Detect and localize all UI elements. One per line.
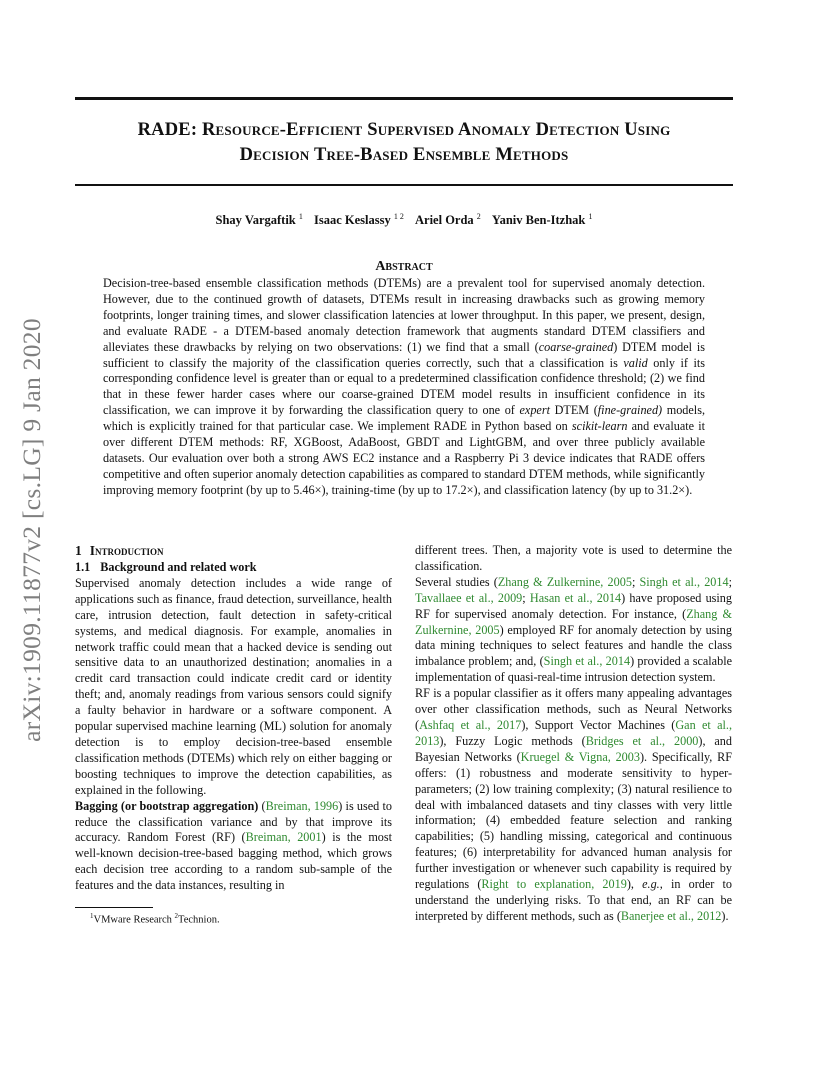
citation-link[interactable]: Tavallaee et al., 2009 xyxy=(415,590,523,605)
text-emphasis: e.g., xyxy=(642,877,663,892)
paragraph xyxy=(415,686,732,925)
author-name: Shay Vargaftik xyxy=(215,213,296,228)
citation-link[interactable]: Singh et al., 2014 xyxy=(639,574,729,589)
abstract-segment: DTEM ( xyxy=(549,403,598,418)
title-top-rule xyxy=(75,97,733,100)
text-segment: ) employed RF for anomaly detection by using data mining techniques to select features and handle the class imbalance problem; and, ( xyxy=(415,622,732,669)
footnote-marker: 1 xyxy=(90,912,94,920)
title-bottom-rule xyxy=(75,184,733,186)
paper-title-line-2: Decision Tree-Based Ensemble Methods xyxy=(239,145,569,165)
paper-title-line-1: RADE: Resource-Efficient Supervised Anomaly Detection Using xyxy=(137,120,671,140)
author-affiliation: 1 xyxy=(298,212,303,221)
text-segment: ) provided a scalable implementation of quasi-real-time intrusion detection system. xyxy=(415,654,732,685)
abstract-segment: and evaluate it over different DTEM methods: RF, XGBoost, AdaBoost, GBDT and LightGBM, and over three publicly available datasets. Our evaluation over both a strong AWS EC2 instance and a Raspberry Pi 3 device indicates that RADE offers competitive and often superior anomaly detection capabilities as compared to standard DTEM methods, while significantly improving memory footprint (by up to 5.46×), training-time (by up to 17.2×), and classification latency (by up to 31.2×). xyxy=(103,419,705,497)
author xyxy=(216,213,303,227)
abstract-emphasis: fine-grained) xyxy=(597,403,663,418)
author-affiliation: 1 xyxy=(588,212,593,221)
paragraph: Bagging (or bootstrap aggregation) (Breiman, 1996) is used to reduce the classification variance and by that improve its accuracy. Random Forest (RF) (Breiman, 2001) is the most well-known decision-tree-based bagging method, which grows each decision tree according to a random sub-sample of the features and the data instances, resulting in xyxy=(75,798,393,893)
section-number: 1 xyxy=(75,543,82,558)
footnote-text: Technion. xyxy=(178,914,220,926)
abstract-text xyxy=(103,276,705,499)
arxiv-identifier-text: arXiv:1909.11877v2 [cs.LG] 9 Jan 2020 xyxy=(17,318,47,742)
author-list xyxy=(75,212,733,228)
text-segment: Several studies ( xyxy=(415,574,498,589)
right-column xyxy=(415,543,732,925)
text-segment: ) is the most well-known decision-tree-based bagging method, which grows each decision tree according to a random sub-sample of the features and the data instances, resulting in xyxy=(75,830,393,893)
abstract-segment: Decision-tree-based ensemble classification methods (DTEMs) are a prevalent tool for supervised anomaly detection. However, due to the continued growth of datasets, DTEMs result in increasing drawbacks such as growing memory footprints, longer training times, and slower classification latencies at lower throughput. In this paper, we present, design, and evaluate RADE - a DTEM-based anomaly detection framework that augments standard DTEM classifiers and alleviates these drawbacks by relying on two observations: (1) we find that a small ( xyxy=(103,276,705,354)
citation-link[interactable]: Gan et al., 2013 xyxy=(415,717,733,748)
paragraph: Supervised anomaly detection includes a wide range of applications such as finance, fraud detection, surveillance, health care, intrusion detection, fault detection in safety-critical systems, and medical diagnosis. For example, anomalies in network traffic could mean that a hacked device is sending out sensitive data to an unauthorized destination; anomalies in a credit card transaction could indicate credit card or identity theft; and, anomaly readings from various sensors could signify a faulty behavior in hardware or a software component. A popular supervised machine learning (ML) solution for anomaly detection is to employ decision-tree-based ensemble classification methods (DTEMs) which rely on either bagging or boosting techniques to improve the detection capabilities, as explained in the following. xyxy=(75,575,392,797)
subsection-heading xyxy=(75,560,392,576)
footnote xyxy=(90,912,220,926)
left-column xyxy=(75,543,392,894)
abstract-segment: ) DTEM model is sufficient to classify the majority of the classification queries correctly, such that a classification is xyxy=(103,339,705,370)
text-segment: ). Specifically, RF offers: (1) robustness and moderate sensitivity to hyper-parameters; (2) low training complexity; (3) natural resilience to deal with imbalanced datasets and tiny classes with very little information; (4) embedded feature selection and ranking capabilities; (5) handling missing, categorical and continuous features; (6) interpretability for advanced human analysis for further investigation or whenever such capability is required by regulations ( xyxy=(415,749,732,892)
abstract-segment: models, which is explicitly trained for that particular case. We implement RADE in Python based on xyxy=(103,403,705,434)
author xyxy=(415,213,481,227)
citation-link[interactable]: Hasan et al., 2014 xyxy=(529,590,622,605)
abstract-segment: only if its corresponding confidence level is greater than or equal to a predetermined classification confidence threshold; (2) we find that in these fewer harder cases where our coarse-grained DTEM model results in insufficient confidence in its classification, we can improve it by forwarding the classification query to one of xyxy=(103,355,705,418)
text-segment: in order to understand the underlying risks. To that end, an RF can be interpreted by different methods, such as ( xyxy=(415,877,732,923)
footnote-marker: 2 xyxy=(174,912,179,920)
author-affiliation: 1 2 xyxy=(393,212,404,221)
citation-link[interactable]: Breiman, 1996 xyxy=(265,798,339,813)
citation-link[interactable]: Zhang & Zulkernine, 2005 xyxy=(497,574,632,589)
citation-link[interactable]: Right to explanation, 2019 xyxy=(481,877,627,892)
arxiv-identifier xyxy=(14,300,50,760)
text-segment: RF is a popular classifier as it offers many appealing advantages over other classification methods, such as Neural Networks ( xyxy=(415,686,732,732)
paragraph-bold-lead: Bagging (or bootstrap aggregation) xyxy=(75,798,259,813)
paragraph: Several studies (Zhang & Zulkernine, 2005; Singh et al., 2014; Tavallaee et al., 2009; Hasan et al., 2014) have proposed using RF for supervised anomaly detection. For instance, (Zhang & Zulkernine, 2005) employed RF for anomaly detection by using data mining techniques to select features and handle the class imbalance problem; and, (Singh et al., 2014) provided a scalable implementation of quasi-real-time intrusion detection system. xyxy=(415,574,733,685)
paragraph: different trees. Then, a majority vote is used to determine the classification. xyxy=(415,543,732,573)
abstract-emphasis: coarse-grained xyxy=(538,339,614,354)
citation-link[interactable]: Bridges et al., 2000 xyxy=(585,733,699,748)
text-segment: ), Support Vector Machines ( xyxy=(521,717,676,732)
citation-link[interactable]: Banerjee et al., 2012 xyxy=(620,908,722,923)
section-heading xyxy=(75,543,392,559)
text-segment: ), and Bayesian Networks ( xyxy=(415,733,732,764)
author xyxy=(314,213,404,227)
subsection-number: 1.1 xyxy=(75,560,91,574)
author-name: Ariel Orda xyxy=(415,213,474,228)
abstract-heading: Abstract xyxy=(375,259,433,274)
citation-link[interactable]: Singh et al., 2014 xyxy=(543,654,631,669)
author xyxy=(492,213,593,227)
citation-link[interactable]: Zhang & Zulkernine, 2005 xyxy=(415,606,733,637)
footnote-text: VMware Research xyxy=(93,914,175,926)
text-segment: is used to reduce the classification variance and by that improve its accuracy. Random Forest (RF) ( xyxy=(75,798,392,845)
author-name: Yaniv Ben-Itzhak xyxy=(491,213,586,228)
text-segment: ). xyxy=(721,908,729,923)
abstract-emphasis: scikit-learn xyxy=(571,419,628,434)
citation-link[interactable]: Breiman, 2001 xyxy=(245,830,322,845)
subsection-title: Background and related work xyxy=(100,560,257,574)
abstract-emphasis: valid xyxy=(623,355,648,370)
footnote-rule xyxy=(75,907,153,908)
abstract-emphasis: expert xyxy=(519,403,550,418)
text-segment: ) have proposed using RF for supervised anomaly detection. For instance, ( xyxy=(415,590,732,621)
citation-link[interactable]: Ashfaq et al., 2017 xyxy=(419,717,522,732)
text-segment: ), xyxy=(626,877,643,892)
author-name: Isaac Keslassy xyxy=(314,213,391,228)
text-segment: ), Fuzzy Logic methods ( xyxy=(439,733,586,748)
citation-link[interactable]: Kruegel & Vigna, 2003 xyxy=(520,749,640,764)
author-affiliation: 2 xyxy=(476,212,481,221)
section-title: Introduction xyxy=(89,543,164,558)
